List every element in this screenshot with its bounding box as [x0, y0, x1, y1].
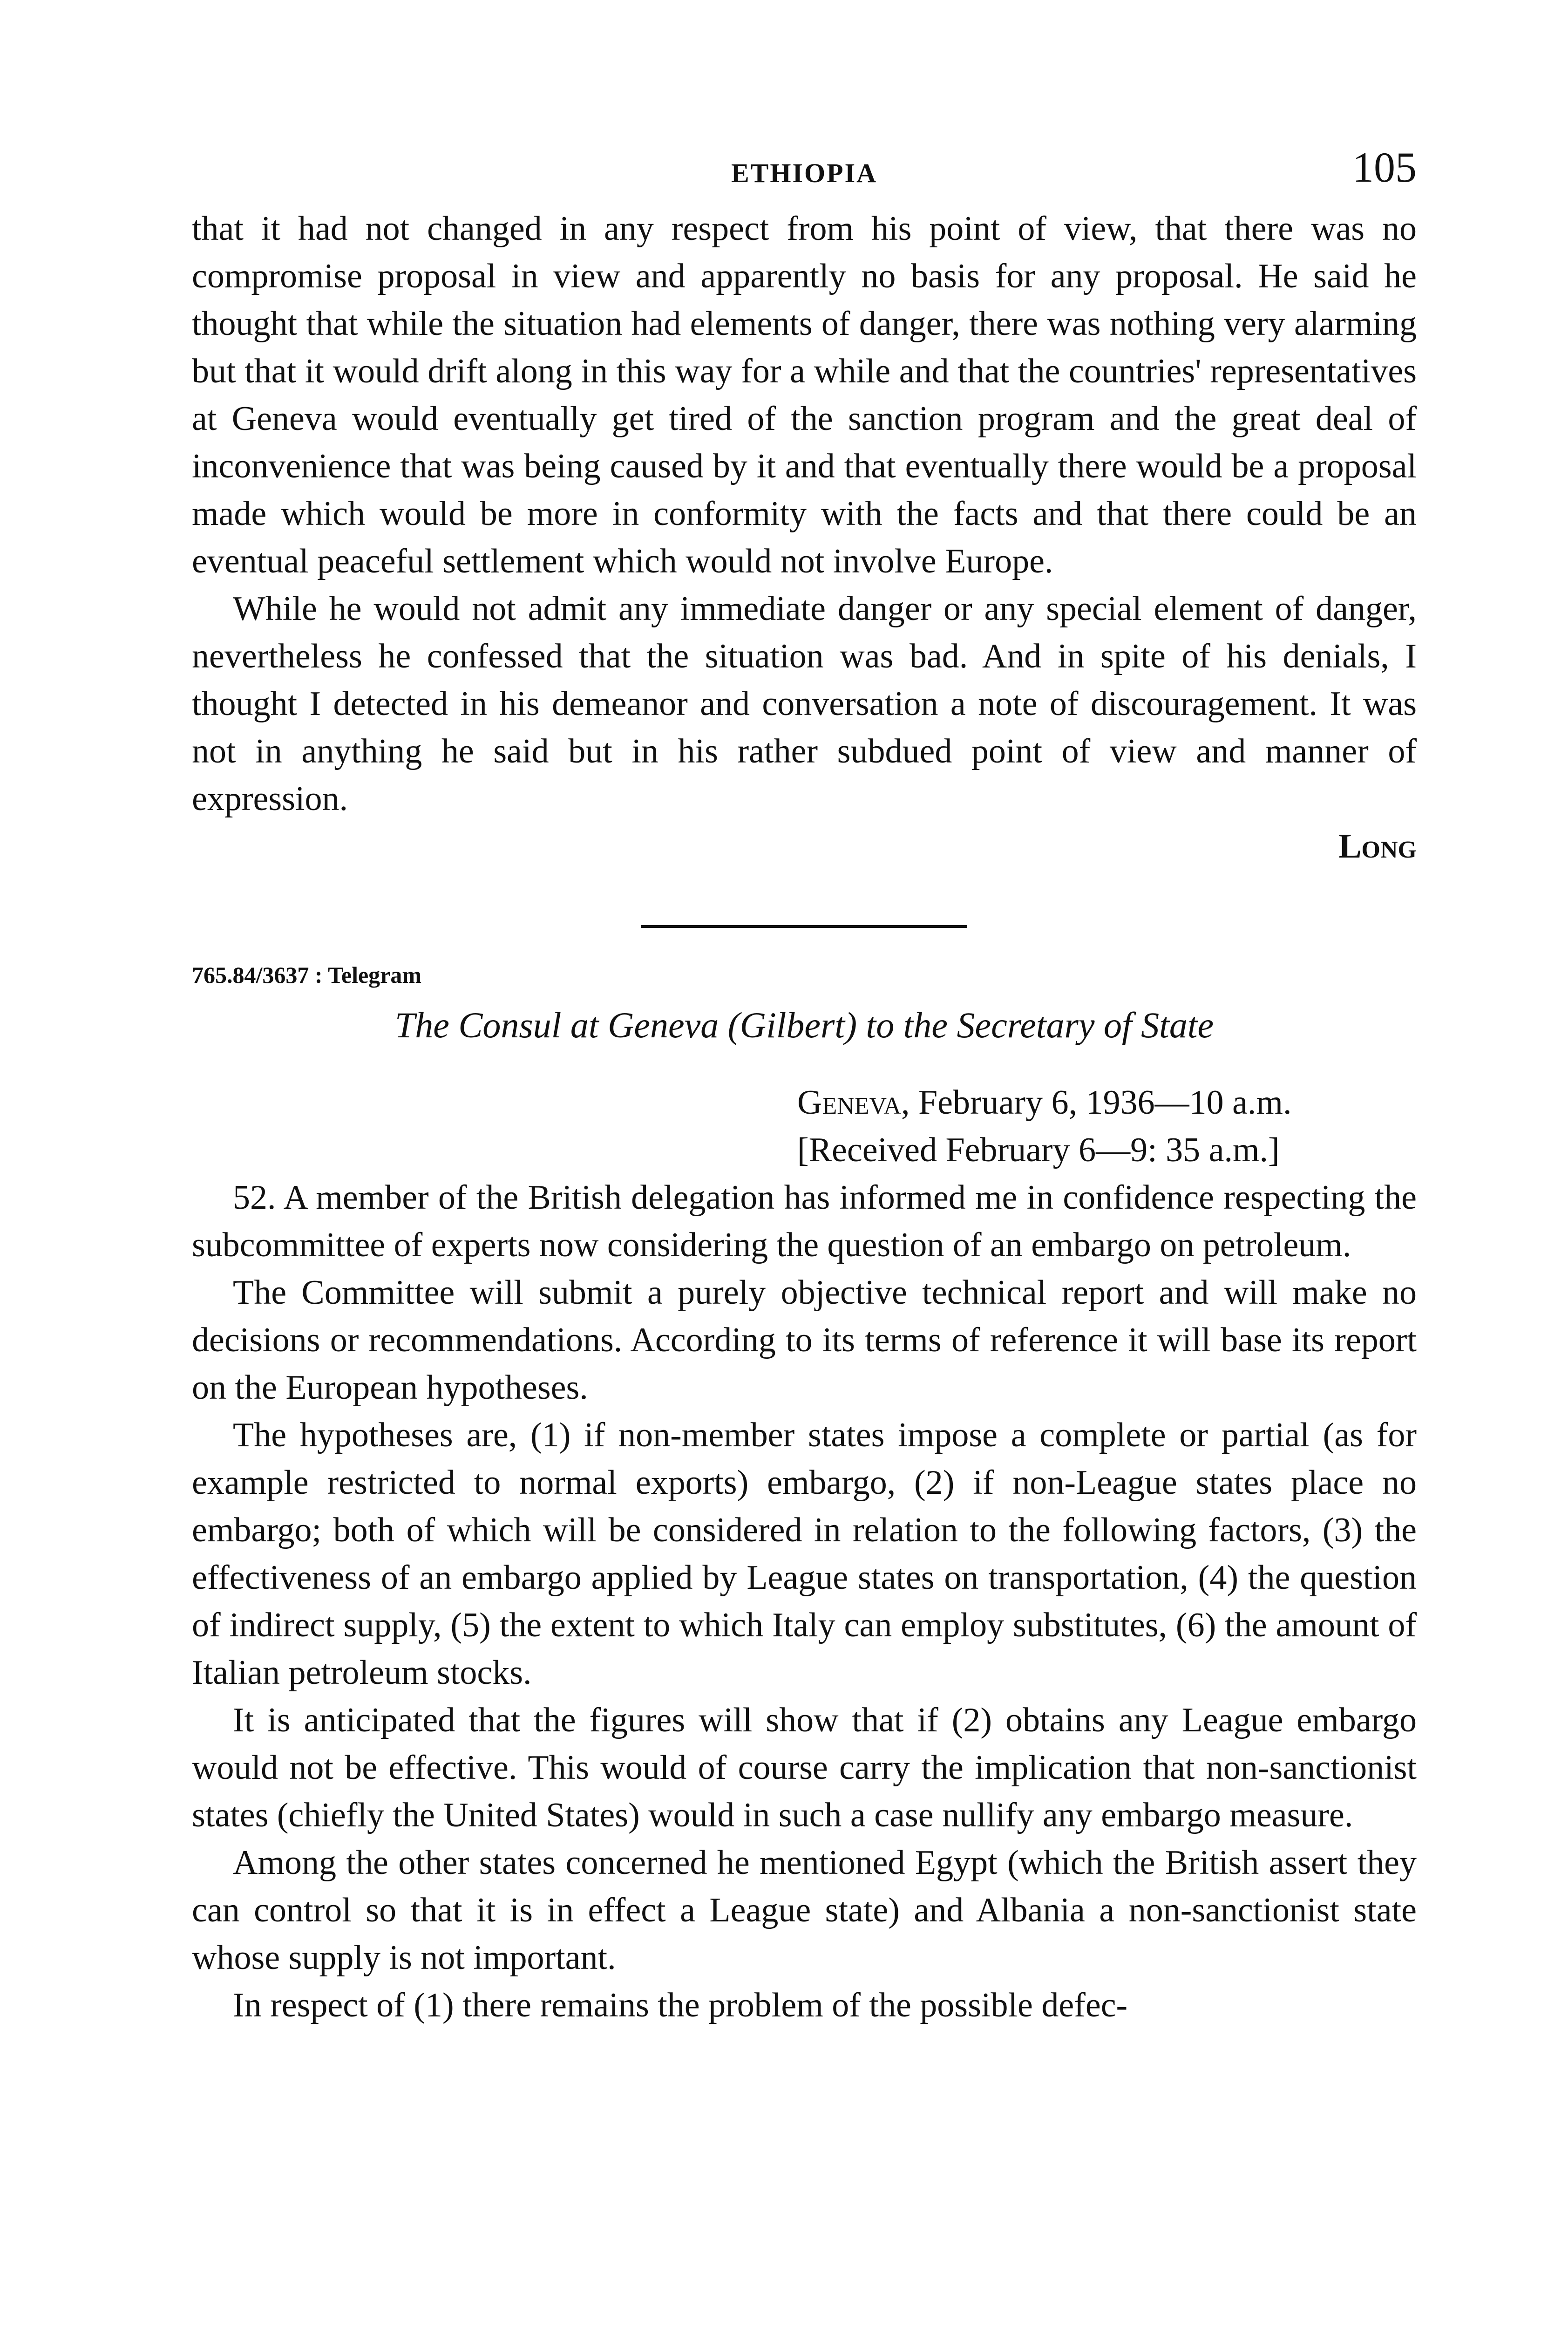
- paragraph: Among the other states concerned he mentioned Egypt (which the British assert they can control so that it is in effect a League state) and Albania a non-sanctionist state whose supply is not important.: [192, 1844, 1417, 1977]
- paragraph: In respect of (1) there remains the problem of the possible defec-: [233, 1986, 1128, 2024]
- dateline: [192, 1079, 1417, 1174]
- file-reference: 765.84/3637 : Telegram: [192, 962, 422, 988]
- paragraph: It is anticipated that the figures will show that if (2) obtains any League embargo would not be effective. This would of course carry the implication that non-sanctionist states (chiefly the United States) would in such a case nullify any embargo measure.: [192, 1701, 1417, 1834]
- paragraph: While he would not admit any immediate danger or any special element of danger, nevertheless he confessed that the situation was bad. And in spite of his denials, I thought I detected in his demeanor and conversation a note of discouragement. It was not in anything he said but in his rather subdued point of view and manner of expression.: [192, 590, 1417, 818]
- document-page: [192, 140, 1417, 2029]
- page-number: 105: [1352, 143, 1417, 191]
- paragraph: The hypotheses are, (1) if non-member states impose a complete or partial (as for example restricted to normal exports) embargo, (2) if non-League states place no embargo; both of which will be considered in relation to the following factors, (3) the effectiveness of an embargo applied by League states on transportation, (4) the question of indirect supply, (5) the extent to which Italy can employ substitutes, (6) the amount of Italian petroleum stocks.: [192, 1416, 1417, 1692]
- document-title: The Consul at Geneva (Gilbert) to the Secretary of State: [394, 1005, 1214, 1045]
- dateline-received: [Received February 6—9: 35 a.m.]: [797, 1131, 1280, 1169]
- dateline-sent: [797, 1079, 1417, 1126]
- dateline-date: , February 6, 1936—10 a.m.: [901, 1083, 1292, 1122]
- continued-paragraph: that it had not changed in any respect from his point of view, that there was no compromise proposal in view and apparently no basis for any proposal. He said he thought that while the situation had elements of danger, there was nothing very alarming but that it would drift along in this way for a while and that the countries' representatives at Geneva would eventually get tired of the sanction program and the great deal of inconvenience that was being caused by it and that eventually there would be a proposal made which would be more in conformity with the facts and that there could be an eventual peaceful settlement which would not involve Europe.: [192, 210, 1417, 580]
- section-divider: [641, 925, 967, 928]
- paragraph: The Committee will submit a purely objective technical report and will make no decisions or recommendations. According to its terms of reference it will base its report on the European hypotheses.: [192, 1273, 1417, 1407]
- running-title: ETHIOPIA: [731, 158, 878, 188]
- page-header: [192, 140, 1417, 205]
- signature: Long: [1338, 827, 1417, 865]
- dateline-place: Geneva: [797, 1083, 901, 1122]
- paragraph: 52. A member of the British delegation has informed me in confidence respecting the subcommittee of experts now considering the question of an embargo on petroleum.: [192, 1178, 1417, 1264]
